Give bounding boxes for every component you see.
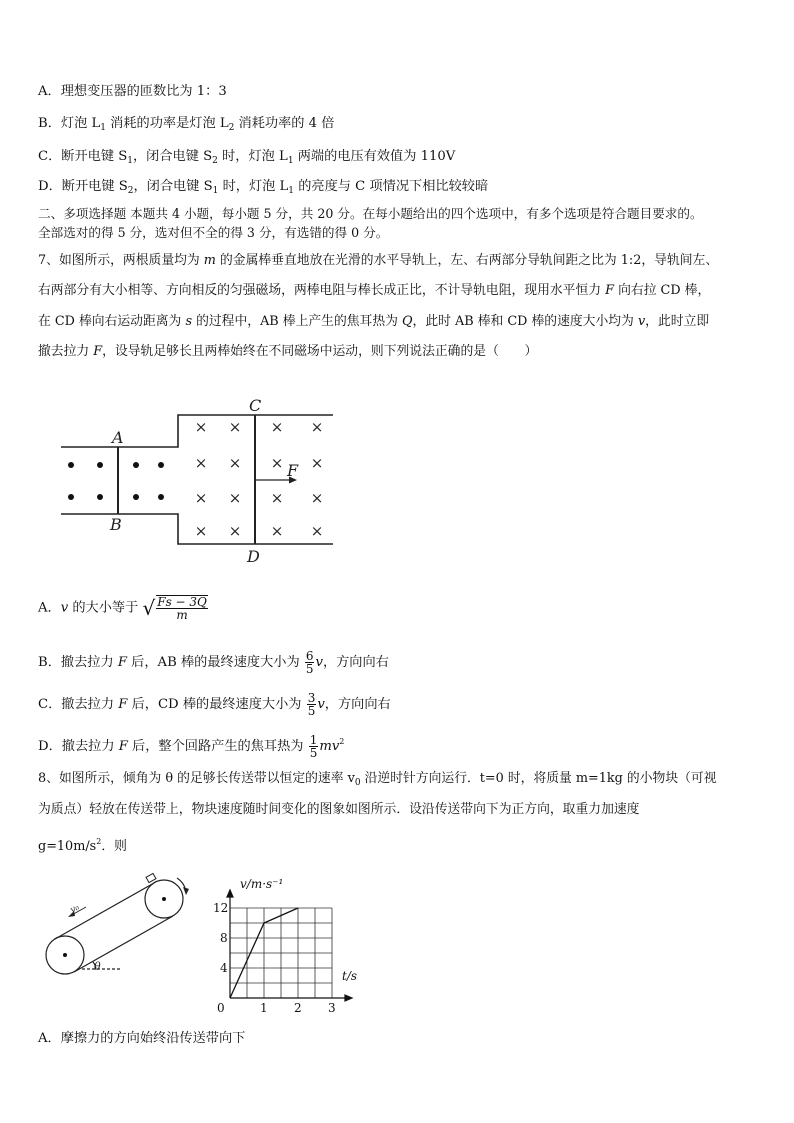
x-axis-arrowhead <box>345 995 352 1001</box>
label-theta: θ <box>94 960 101 973</box>
q7-option-d: D．撤去拉力 F 后，整个回路产生的焦耳热为 $\frac{1}{5}$ $mv^2$ <box>38 733 345 760</box>
label-a: A <box>112 428 124 447</box>
block <box>146 873 156 882</box>
x-tick-label: 0 <box>217 1001 225 1014</box>
svg-text:×: × <box>270 522 284 540</box>
svg-text:×: × <box>194 489 208 507</box>
svg-text:×: × <box>270 454 284 472</box>
svg-text:×: × <box>270 489 284 507</box>
q8-belt-figure <box>40 868 210 978</box>
svg-text:×: × <box>310 454 324 472</box>
q8-velocity-time-chart <box>212 872 367 1014</box>
svg-text:×: × <box>310 522 324 540</box>
svg-text:×: × <box>194 418 208 436</box>
x-tick-label: 2 <box>294 1001 302 1014</box>
svg-text:×: × <box>194 522 208 540</box>
svg-text:×: × <box>310 418 324 436</box>
label-force: F <box>287 461 299 480</box>
q8-stem-line-2: 为质点）轻放在传送带上，物块速度随时间变化的图象如图所示．设沿传送带向下为正方向，取重力加速度 <box>38 802 640 817</box>
svg-text:×: × <box>194 454 208 472</box>
q6-option-a: A．理想变压器的匝数比为 1：3 <box>38 84 227 99</box>
label-c: C <box>249 396 262 415</box>
section-header: 二、多项选择题 本题共 4 小题，每小题 5 分，共 20 分。在每小题给出的四个选项中，有多个选项是符合题目要求的。 <box>38 206 703 221</box>
y-tick-label: 8 <box>220 931 228 945</box>
label-v0: v₀ <box>68 902 82 916</box>
y-tick-label: 12 <box>213 901 229 915</box>
field-dots-left <box>68 462 164 500</box>
y-tick-label: 4 <box>220 961 228 975</box>
q8-stem-line-3: $g=10m/s^2$．则 <box>38 837 127 854</box>
label-d: D <box>247 547 260 566</box>
x-axis-label: t/s <box>342 969 358 983</box>
q6-option-c: C．断开电键 $S_1$，闭合电键 $S_2$ 时，灯泡 $L_1$ 两端的电压有效值为 110V <box>38 149 456 166</box>
svg-text:×: × <box>228 489 242 507</box>
q8-option-a: A．摩擦力的方向始终沿传送带向下 <box>38 1031 246 1046</box>
q7-stem-line-1: 7、如图所示，两根质量均为 m 的金属棒垂直地放在光滑的水平导轨上，左、右两部分导轨间距之比为 1:2，导轨间左、 <box>38 253 719 268</box>
q7-rail-figure <box>55 395 345 570</box>
q7-stem-line-2: 右两部分有大小相等、方向相反的匀强磁场，两棒电阻与棒长成正比，不计导轨电阻，现用水平恒力 F 向右拉 CD 棒， <box>38 283 711 298</box>
svg-text:×: × <box>228 454 242 472</box>
section-instructions: 全部选对的得 5 分，选对但不全的得 3 分，有选错的得 0 分。 <box>38 225 389 240</box>
svg-text:×: × <box>310 489 324 507</box>
rotation-arrowhead <box>183 887 189 895</box>
q7-option-c: C．撤去拉力 F 后，CD 棒的最终速度大小为 $\frac{3}{5}$ v，方向向右 <box>38 691 391 718</box>
svg-text:×: × <box>228 522 242 540</box>
q7-option-b: B．撤去拉力 F 后，AB 棒的最终速度大小为 $\frac{6}{5}$ v，方向向右 <box>38 649 389 676</box>
q6-option-b: B．灯泡 $L_1$ 消耗的功率是灯泡 $L_2$ 消耗功率的 4 倍 <box>38 116 335 133</box>
svg-text:×: × <box>228 418 242 436</box>
x-tick-label: 3 <box>328 1001 336 1014</box>
x-tick-label: 1 <box>260 1001 268 1014</box>
y-axis-arrowhead <box>227 890 233 897</box>
q7-stem-line-3: 在 CD 棒向右运动距离为 s 的过程中，AB 棒上产生的焦耳热为 Q，此时 AB 棒和 CD 棒的速度大小均为 v，此时立即 <box>38 314 710 329</box>
label-b: B <box>110 515 122 534</box>
q6-option-d: D．断开电键 $S_2$，闭合电键 $S_1$ 时，灯泡 $L_1$ 的亮度与 C 项情况下相比较较暗 <box>38 179 489 196</box>
q8-stem-line-1: 8、如图所示，倾角为 θ 的足够长传送带以恒定的速率 $v_0$ 沿逆时针方向运行．t=0 时，将质量 m=1kg 的小物块（可视 <box>38 771 717 788</box>
y-axis-label: v/m·s⁻¹ <box>240 877 284 891</box>
belt-bottom <box>74 916 173 972</box>
q7-option-a: A．v 的大小等于 √ $\frac{Fs - 3Q}{m}$ <box>38 595 207 622</box>
field-crosses-right <box>195 418 324 540</box>
q7-stem-line-4: 撤去拉力 F，设导轨足够长且两棒始终在不同磁场中运动，则下列说法正确的是（ ） <box>38 344 538 359</box>
svg-text:×: × <box>270 418 284 436</box>
